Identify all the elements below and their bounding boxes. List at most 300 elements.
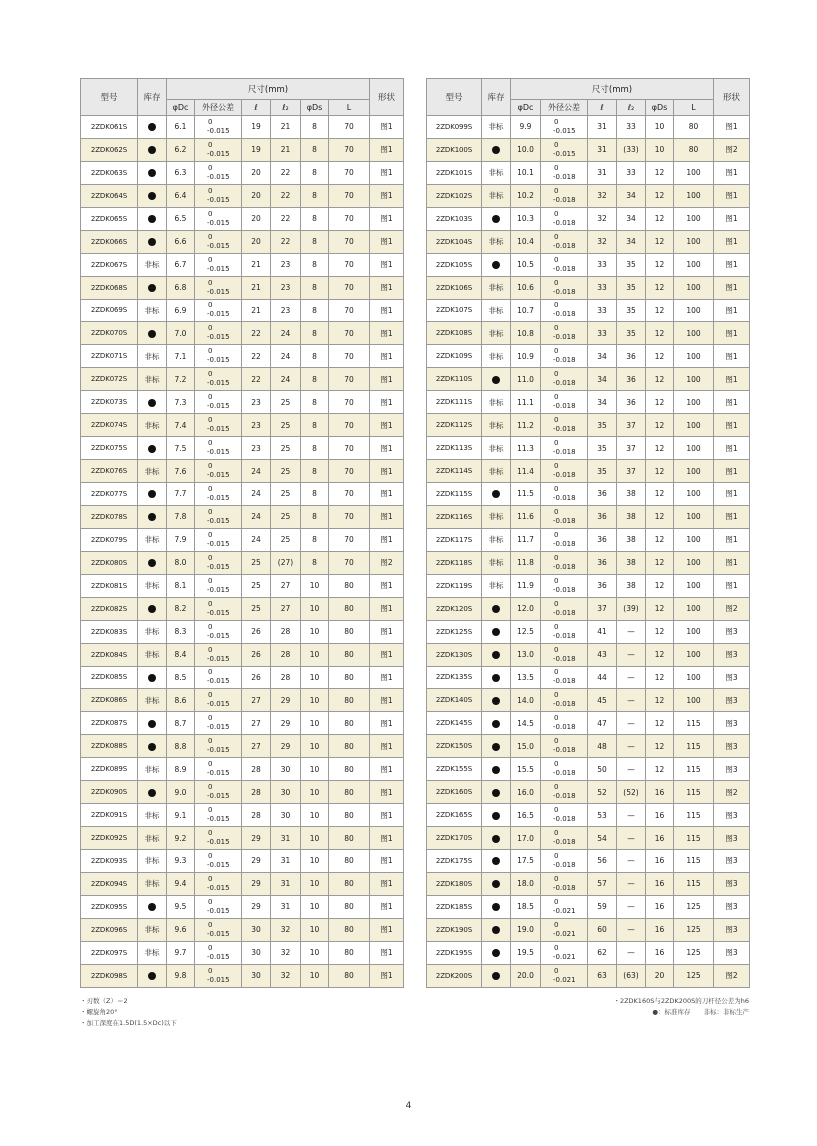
shape-cell: 图1	[370, 253, 404, 276]
total-length-cell: 100	[674, 574, 714, 597]
dc-cell: 13.0	[511, 643, 541, 666]
table-row	[427, 483, 750, 506]
tolerance-upper: 0	[208, 645, 213, 654]
stock-cell	[138, 850, 167, 873]
l2-cell: 23	[271, 276, 301, 299]
tolerance-lower: -0.018	[553, 700, 576, 709]
model-cell: 2ZDK072S	[81, 368, 138, 391]
dc-cell: 6.3	[167, 161, 195, 184]
ds-cell: 12	[646, 391, 674, 414]
tolerance-cell	[195, 299, 242, 322]
tolerance-lower: -0.018	[553, 792, 576, 801]
stock-cell	[482, 368, 511, 391]
total-length-cell: 70	[329, 460, 370, 483]
shape-cell: 图1	[714, 184, 750, 207]
stock-cell	[482, 758, 511, 781]
table-row	[427, 391, 750, 414]
tolerance-lower: -0.015	[207, 792, 230, 801]
stock-cell	[482, 620, 511, 643]
model-cell: 2ZDK106S	[427, 276, 482, 299]
model-cell: 2ZDK111S	[427, 391, 482, 414]
tolerance-upper: 0	[554, 393, 559, 402]
tolerance-upper: 0	[208, 278, 213, 287]
tolerance-cell	[195, 850, 242, 873]
l-cell: 29	[242, 850, 271, 873]
tolerance-upper: 0	[208, 255, 213, 264]
l2-cell: 25	[271, 483, 301, 506]
l2-cell: (39)	[617, 597, 646, 620]
tolerance-lower: -0.018	[553, 218, 576, 227]
l-cell: 33	[588, 276, 617, 299]
header-dc: φDc	[167, 100, 195, 116]
l-cell: 36	[588, 528, 617, 551]
l2-cell: 38	[617, 574, 646, 597]
l-cell: 35	[588, 414, 617, 437]
l-cell: 45	[588, 689, 617, 712]
total-length-cell: 80	[329, 895, 370, 918]
stock-cell	[138, 689, 167, 712]
l-cell: 31	[588, 138, 617, 161]
notes-left	[80, 996, 177, 1029]
table-row	[81, 712, 404, 735]
dc-cell: 7.7	[167, 483, 195, 506]
tolerance-lower: -0.015	[207, 608, 230, 617]
shape-cell: 图1	[714, 391, 750, 414]
model-cell: 2ZDK200S	[427, 964, 482, 987]
total-length-cell: 80	[329, 620, 370, 643]
tolerance-lower: -0.018	[553, 539, 576, 548]
l2-cell: 28	[271, 643, 301, 666]
l2-cell: 23	[271, 253, 301, 276]
stock-cell	[482, 850, 511, 873]
l-cell: 34	[588, 391, 617, 414]
total-length-cell: 100	[674, 161, 714, 184]
dc-cell: 19.5	[511, 941, 541, 964]
stock-label: 非标	[144, 374, 160, 384]
tolerance-upper: 0	[208, 553, 213, 562]
ds-cell: 10	[301, 712, 329, 735]
shape-cell: 图1	[370, 781, 404, 804]
table-row	[81, 184, 404, 207]
dc-cell: 8.6	[167, 689, 195, 712]
stock-dot-icon	[148, 330, 156, 338]
header-ds: φDs	[646, 100, 674, 116]
l-cell: 32	[588, 184, 617, 207]
ds-cell: 12	[646, 345, 674, 368]
tolerance-upper: 0	[554, 507, 559, 516]
total-length-cell: 80	[329, 643, 370, 666]
ds-cell: 8	[301, 116, 329, 139]
dc-cell: 7.8	[167, 505, 195, 528]
stock-dot-icon	[492, 605, 500, 613]
total-length-cell: 70	[329, 437, 370, 460]
ds-cell: 8	[301, 391, 329, 414]
total-length-cell: 70	[329, 276, 370, 299]
stock-dot-icon	[148, 215, 156, 223]
stock-cell	[138, 964, 167, 987]
ds-cell: 16	[646, 804, 674, 827]
table-row	[427, 437, 750, 460]
shape-cell: 图1	[714, 368, 750, 391]
tolerance-upper: 0	[554, 783, 559, 792]
header-l2: ℓ₂	[271, 100, 301, 116]
shape-cell: 图1	[370, 299, 404, 322]
table-row	[427, 345, 750, 368]
stock-dot-icon	[492, 490, 500, 498]
stock-cell	[482, 804, 511, 827]
l-cell: 19	[242, 116, 271, 139]
tolerance-cell	[195, 116, 242, 139]
stock-cell	[138, 758, 167, 781]
ds-cell: 12	[646, 437, 674, 460]
total-length-cell: 70	[329, 345, 370, 368]
dc-cell: 7.5	[167, 437, 195, 460]
stock-dot-icon	[492, 857, 500, 865]
stock-cell	[482, 712, 511, 735]
tolerance-cell	[541, 368, 588, 391]
total-length-cell: 80	[674, 138, 714, 161]
tolerance-upper: 0	[208, 851, 213, 860]
model-cell: 2ZDK078S	[81, 505, 138, 528]
table-row	[81, 597, 404, 620]
l2-cell: 35	[617, 253, 646, 276]
ds-cell: 12	[646, 207, 674, 230]
ds-cell: 16	[646, 827, 674, 850]
stock-cell	[138, 827, 167, 850]
tolerance-upper: 0	[554, 553, 559, 562]
table-row	[427, 528, 750, 551]
table-row	[81, 781, 404, 804]
l2-cell: 24	[271, 345, 301, 368]
tolerance-lower: -0.015	[207, 562, 230, 571]
l-cell: 26	[242, 620, 271, 643]
tolerance-cell	[195, 781, 242, 804]
table-row	[81, 276, 404, 299]
tolerance-upper: 0	[208, 599, 213, 608]
model-cell: 2ZDK117S	[427, 528, 482, 551]
stock-cell	[482, 827, 511, 850]
ds-cell: 12	[646, 230, 674, 253]
stock-dot-icon	[492, 903, 500, 911]
table-row	[81, 735, 404, 758]
tolerance-lower: -0.015	[207, 723, 230, 732]
tolerance-lower: -0.018	[553, 860, 576, 869]
shape-cell: 图1	[370, 827, 404, 850]
tolerance-lower: -0.018	[553, 815, 576, 824]
table-row	[427, 253, 750, 276]
total-length-cell: 115	[674, 850, 714, 873]
tolerance-upper: 0	[554, 966, 559, 975]
model-cell: 2ZDK135S	[427, 666, 482, 689]
model-cell: 2ZDK081S	[81, 574, 138, 597]
stock-dot-icon	[492, 651, 500, 659]
table-row	[81, 918, 404, 941]
stock-cell	[138, 895, 167, 918]
dc-cell: 6.7	[167, 253, 195, 276]
tolerance-cell	[195, 230, 242, 253]
tolerance-upper: 0	[554, 462, 559, 471]
l-cell: 24	[242, 505, 271, 528]
table-row	[427, 368, 750, 391]
header-l: ℓ	[588, 100, 617, 116]
tolerance-upper: 0	[208, 324, 213, 333]
header-dc: φDc	[511, 100, 541, 116]
tolerance-upper: 0	[208, 370, 213, 379]
stock-dot-icon	[492, 376, 500, 384]
ds-cell: 8	[301, 138, 329, 161]
ds-cell: 16	[646, 941, 674, 964]
stock-cell	[138, 460, 167, 483]
l-cell: 33	[588, 253, 617, 276]
dc-cell: 10.8	[511, 322, 541, 345]
header-total-length: L	[329, 100, 370, 116]
tolerance-upper: 0	[554, 714, 559, 723]
shape-cell: 图1	[370, 804, 404, 827]
stock-dot-icon	[492, 949, 500, 957]
model-cell: 2ZDK116S	[427, 505, 482, 528]
shape-cell: 图1	[714, 322, 750, 345]
stock-dot-icon	[148, 445, 156, 453]
table-row	[427, 574, 750, 597]
stock-dot-icon	[492, 880, 500, 888]
shape-cell: 图1	[370, 230, 404, 253]
total-length-cell: 80	[329, 941, 370, 964]
l-cell: 26	[242, 643, 271, 666]
l-cell: 36	[588, 574, 617, 597]
table-row	[427, 116, 750, 139]
stock-dot-icon	[148, 559, 156, 567]
note-shank-tolerance: ・2ZDK160S与2ZDK200S的刀杆径公差为h6	[613, 997, 749, 1005]
l2-cell: 31	[271, 850, 301, 873]
dc-cell: 9.6	[167, 918, 195, 941]
tolerance-cell	[195, 872, 242, 895]
table-row	[427, 804, 750, 827]
dc-cell: 7.0	[167, 322, 195, 345]
tolerance-cell	[195, 551, 242, 574]
tolerance-cell	[541, 460, 588, 483]
total-length-cell: 80	[329, 872, 370, 895]
model-cell: 2ZDK099S	[427, 116, 482, 139]
l-cell: 50	[588, 758, 617, 781]
tolerance-upper: 0	[554, 645, 559, 654]
l-cell: 24	[242, 460, 271, 483]
tolerance-cell	[195, 460, 242, 483]
stock-cell	[138, 781, 167, 804]
tolerance-lower: -0.015	[207, 310, 230, 319]
ds-cell: 12	[646, 551, 674, 574]
stock-label: 非标	[488, 168, 504, 178]
l-cell: 63	[588, 964, 617, 987]
l-cell: 24	[242, 528, 271, 551]
stock-cell	[482, 574, 511, 597]
total-length-cell: 80	[329, 758, 370, 781]
shape-cell: 图1	[370, 505, 404, 528]
model-cell: 2ZDK150S	[427, 735, 482, 758]
dc-cell: 8.1	[167, 574, 195, 597]
tolerance-cell	[541, 941, 588, 964]
table-row	[81, 345, 404, 368]
tolerance-lower: -0.015	[207, 654, 230, 663]
stock-dot-icon	[492, 926, 500, 934]
stock-cell	[482, 551, 511, 574]
l2-cell: 35	[617, 299, 646, 322]
tolerance-lower: -0.015	[207, 356, 230, 365]
l2-cell: —	[617, 872, 646, 895]
dc-cell: 9.0	[167, 781, 195, 804]
shape-cell: 图1	[370, 850, 404, 873]
tolerance-cell	[195, 620, 242, 643]
table-row	[427, 827, 750, 850]
model-cell: 2ZDK080S	[81, 551, 138, 574]
l2-cell: 25	[271, 414, 301, 437]
stock-cell	[138, 574, 167, 597]
l-cell: 23	[242, 414, 271, 437]
ds-cell: 12	[646, 184, 674, 207]
dc-cell: 7.3	[167, 391, 195, 414]
tolerance-upper: 0	[554, 439, 559, 448]
total-length-cell: 80	[329, 850, 370, 873]
total-length-cell: 100	[674, 414, 714, 437]
tolerance-upper: 0	[208, 232, 213, 241]
l-cell: 59	[588, 895, 617, 918]
tolerance-cell	[195, 597, 242, 620]
table-row	[427, 322, 750, 345]
stock-dot-icon	[492, 720, 500, 728]
tolerance-upper: 0	[554, 622, 559, 631]
stock-cell	[138, 345, 167, 368]
tolerance-lower: -0.021	[553, 906, 576, 915]
shape-cell: 图2	[714, 781, 750, 804]
table-row	[81, 116, 404, 139]
shape-cell: 图1	[370, 735, 404, 758]
tolerance-lower: -0.015	[207, 677, 230, 686]
tolerance-cell	[195, 505, 242, 528]
model-cell: 2ZDK190S	[427, 918, 482, 941]
dc-cell: 6.4	[167, 184, 195, 207]
table-row	[81, 207, 404, 230]
l-cell: 20	[242, 207, 271, 230]
model-cell: 2ZDK118S	[427, 551, 482, 574]
shape-cell: 图1	[370, 345, 404, 368]
tolerance-upper: 0	[554, 851, 559, 860]
tolerance-cell	[541, 643, 588, 666]
dc-cell: 10.9	[511, 345, 541, 368]
stock-label: 非标	[488, 581, 504, 591]
ds-cell: 10	[301, 597, 329, 620]
ds-cell: 10	[301, 827, 329, 850]
tolerance-upper: 0	[208, 301, 213, 310]
l2-cell: —	[617, 689, 646, 712]
shape-cell: 图1	[714, 161, 750, 184]
l2-cell: 25	[271, 528, 301, 551]
tolerance-lower: -0.015	[207, 815, 230, 824]
stock-dot-icon	[492, 261, 500, 269]
tolerance-cell	[195, 643, 242, 666]
tolerance-lower: -0.018	[553, 172, 576, 181]
table-row	[81, 322, 404, 345]
tolerance-cell	[541, 712, 588, 735]
tolerance-cell	[195, 207, 242, 230]
tolerance-lower: -0.018	[553, 471, 576, 480]
l-cell: 30	[242, 918, 271, 941]
header-shape: 形状	[714, 79, 750, 116]
table-row	[81, 804, 404, 827]
dc-cell: 11.2	[511, 414, 541, 437]
ds-cell: 12	[646, 505, 674, 528]
stock-label: 非标	[144, 420, 160, 430]
dc-cell: 8.0	[167, 551, 195, 574]
tolerance-cell	[541, 391, 588, 414]
stock-cell	[138, 872, 167, 895]
tolerance-upper: 0	[208, 622, 213, 631]
stock-cell	[482, 689, 511, 712]
model-cell: 2ZDK067S	[81, 253, 138, 276]
ds-cell: 8	[301, 460, 329, 483]
dc-cell: 14.0	[511, 689, 541, 712]
tolerance-upper: 0	[554, 416, 559, 425]
stock-cell	[482, 483, 511, 506]
ds-cell: 12	[646, 758, 674, 781]
tolerance-lower: -0.021	[553, 975, 576, 984]
stock-label: 非标	[144, 833, 160, 843]
l2-cell: 38	[617, 551, 646, 574]
header-ds: φDs	[301, 100, 329, 116]
dc-cell: 9.3	[167, 850, 195, 873]
l2-cell: —	[617, 620, 646, 643]
model-cell: 2ZDK069S	[81, 299, 138, 322]
table-row	[427, 505, 750, 528]
tolerance-cell	[541, 872, 588, 895]
l-cell: 35	[588, 460, 617, 483]
stock-cell	[482, 138, 511, 161]
l-cell: 20	[242, 184, 271, 207]
l2-cell: 23	[271, 299, 301, 322]
table-row	[81, 574, 404, 597]
dc-cell: 17.0	[511, 827, 541, 850]
dc-cell: 12.0	[511, 597, 541, 620]
dc-cell: 7.4	[167, 414, 195, 437]
tolerance-lower: -0.018	[553, 769, 576, 778]
stock-dot-icon	[492, 674, 500, 682]
tolerance-cell	[195, 184, 242, 207]
table-row	[427, 620, 750, 643]
total-length-cell: 125	[674, 895, 714, 918]
tolerance-upper: 0	[554, 255, 559, 264]
tolerance-upper: 0	[208, 462, 213, 471]
table-row	[81, 368, 404, 391]
ds-cell: 10	[301, 941, 329, 964]
model-cell: 2ZDK063S	[81, 161, 138, 184]
stock-dot-icon	[492, 835, 500, 843]
l-cell: 19	[242, 138, 271, 161]
ds-cell: 12	[646, 299, 674, 322]
header-dimensions: 尺寸(mm)	[167, 79, 370, 100]
tolerance-cell	[195, 689, 242, 712]
shape-cell: 图1	[370, 712, 404, 735]
stock-dot-icon	[148, 903, 156, 911]
dc-cell: 10.1	[511, 161, 541, 184]
table-row	[427, 138, 750, 161]
l-cell: 29	[242, 895, 271, 918]
table-row	[427, 872, 750, 895]
ds-cell: 12	[646, 322, 674, 345]
tolerance-lower: -0.018	[553, 402, 576, 411]
total-length-cell: 100	[674, 505, 714, 528]
stock-dot-icon	[148, 146, 156, 154]
l2-cell: —	[617, 712, 646, 735]
stock-label: 非标	[144, 581, 160, 591]
l2-cell: 29	[271, 735, 301, 758]
